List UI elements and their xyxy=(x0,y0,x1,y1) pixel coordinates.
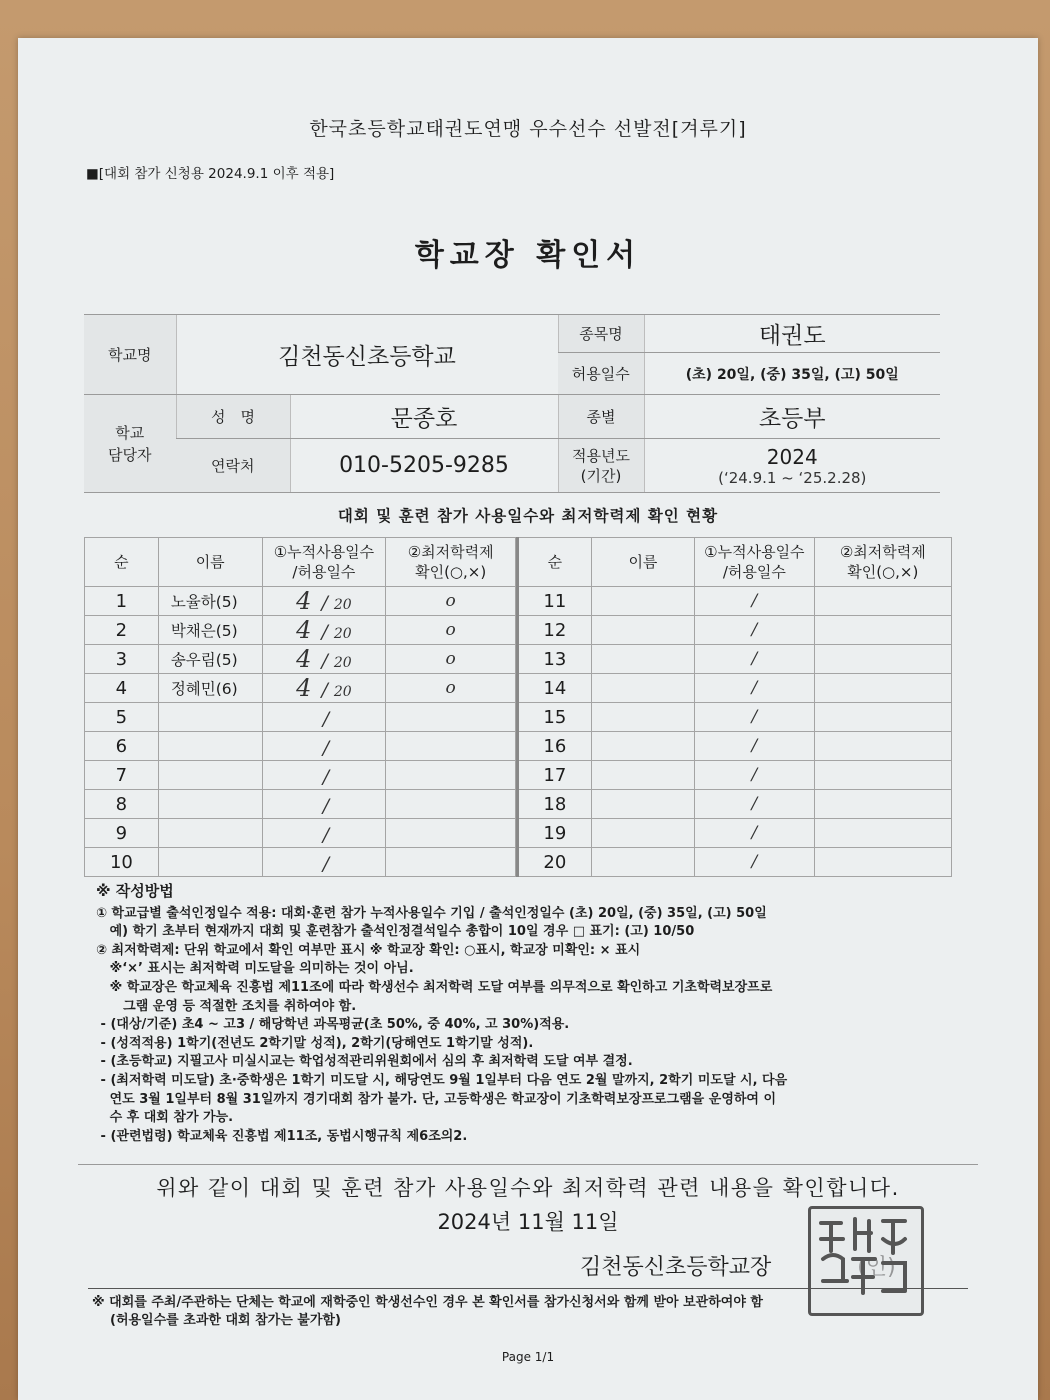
school-seal-stamp xyxy=(808,1206,924,1316)
method-line: - (대상/기준) 초4 ~ 고3 / 해당학년 과목평균(초 50%, 중 40%, 고 30%)적용. xyxy=(96,1017,570,1033)
row-number: 17 xyxy=(518,761,592,790)
order-header: 순 xyxy=(85,538,159,587)
contact-label: 연락처 xyxy=(176,439,290,493)
academic-check xyxy=(814,819,951,848)
footnote xyxy=(92,1294,763,1330)
usage-section-title: 대회 및 훈련 참가 사용일수와 최저학력제 확인 현황 xyxy=(337,507,719,525)
method-line: 그램 운영 등 적절한 조치를 취하여야 함. xyxy=(96,998,357,1014)
confirmation-date: 2024년 11월 11일 xyxy=(437,1210,619,1234)
table-row xyxy=(518,616,952,645)
student-name xyxy=(591,645,694,674)
row-number: 18 xyxy=(518,790,592,819)
days-cell: / xyxy=(695,790,814,819)
days-cell xyxy=(262,587,386,616)
days-cell: / xyxy=(695,761,814,790)
table-row xyxy=(518,674,952,703)
method-line: - (관련법령) 학교체육 진흥법 제11조, 동법시행규칙 제6조의2. xyxy=(96,1128,468,1144)
method-heading: ※ 작성방법 xyxy=(96,882,174,900)
table-row xyxy=(85,587,516,616)
slash: / xyxy=(322,708,330,730)
allowed-days-label: 허용일수 xyxy=(558,353,644,395)
academic-check xyxy=(386,848,516,877)
writing-method xyxy=(96,882,916,1146)
table-row xyxy=(518,587,952,616)
table-row xyxy=(518,645,952,674)
row-number: 16 xyxy=(518,732,592,761)
days-cell: / xyxy=(695,674,814,703)
divider xyxy=(78,1164,978,1165)
name-header: 이름 xyxy=(158,538,262,587)
student-name xyxy=(591,616,694,645)
method-line: 예) 학기 초부터 현재까지 대회 및 훈련참가 출석인정결석일수 총합이 10일 경우 □ 표기: (고) 10/50 xyxy=(96,924,695,940)
student-name xyxy=(591,674,694,703)
row-number: 7 xyxy=(85,761,159,790)
order-header: 순 xyxy=(518,538,592,587)
days-cell xyxy=(262,790,386,819)
days-cell xyxy=(262,645,386,674)
table-row xyxy=(518,761,952,790)
row-number: 13 xyxy=(518,645,592,674)
method-line: - (최저학력 미도달) 초·중학생은 1학기 미도달 시, 해당연도 9월 1일부터 다음 연도 2월 말까지, 2학기 미도달 시, 다음 xyxy=(96,1072,788,1088)
event-value: 태권도 xyxy=(644,315,940,353)
table-row xyxy=(85,616,516,645)
table-row xyxy=(518,790,952,819)
student-name xyxy=(158,703,262,732)
table-row xyxy=(85,732,516,761)
slash: / xyxy=(321,650,328,672)
student-name: 노율하(5) xyxy=(158,587,262,616)
table-row xyxy=(518,732,952,761)
table-row xyxy=(85,645,516,674)
year-cell xyxy=(644,439,940,493)
check-header: ②최저학력제 확인(○,×) xyxy=(814,538,951,587)
days-cell: / xyxy=(695,645,814,674)
academic-check xyxy=(814,703,951,732)
competition-title: 한국초등학교태권도연맹 우수선수 선발전[겨루기] xyxy=(309,118,747,140)
days-cell xyxy=(262,674,386,703)
days-cell xyxy=(262,761,386,790)
footnote-line: ※ 대회를 주최/주관하는 단체는 학교에 재학중인 학생선수인 경우 본 확인서를 참가신청서와 함께 받아 보관하여야 함 xyxy=(92,1295,763,1310)
days-cell xyxy=(262,616,386,645)
student-name: 박채은(5) xyxy=(158,616,262,645)
year-value: 2024 xyxy=(766,444,818,469)
row-number: 12 xyxy=(518,616,592,645)
student-name xyxy=(158,790,262,819)
school-name-value: 김천동신초등학교 xyxy=(176,315,558,395)
method-line: 연도 3월 1일부터 8월 31일까지 경기대회 참가 불가. 단, 고등학생은 학교장이 기초학력보장프로그램을 운영하여 이 xyxy=(96,1091,777,1107)
slash: / xyxy=(322,737,330,759)
academic-check xyxy=(386,819,516,848)
row-number: 3 xyxy=(85,645,159,674)
confirmation-statement: 위와 같이 대회 및 훈련 참가 사용일수와 최저학력 관련 내용을 확인합니다. xyxy=(156,1176,900,1200)
event-label: 종목명 xyxy=(558,315,644,353)
student-name xyxy=(158,819,262,848)
slash: / xyxy=(322,795,330,817)
days-cell xyxy=(262,732,386,761)
slash: / xyxy=(322,766,330,788)
row-number: 6 xyxy=(85,732,159,761)
academic-check: o xyxy=(386,674,516,703)
check-header: ②최저학력제 확인(○,×) xyxy=(386,538,516,587)
row-number: 15 xyxy=(518,703,592,732)
slash: / xyxy=(321,679,328,701)
page-number: Page 1/1 xyxy=(501,1350,555,1364)
method-line: - (초등학교) 지필고사 미실시교는 학업성적관리위원회에서 심의 후 최저학력 도달 여부 결정. xyxy=(96,1054,633,1070)
name-header: 이름 xyxy=(591,538,694,587)
academic-check xyxy=(814,761,951,790)
academic-check: o xyxy=(386,616,516,645)
row-number: 10 xyxy=(85,848,159,877)
student-name: 송우림(5) xyxy=(158,645,262,674)
student-name xyxy=(158,732,262,761)
row-number: 2 xyxy=(85,616,159,645)
table-row xyxy=(85,790,516,819)
academic-check xyxy=(814,587,951,616)
table-row xyxy=(85,819,516,848)
method-line: - (성적적용) 1학기(전년도 2학기말 성적), 2학기(당해연도 1학기말 성적). xyxy=(96,1035,534,1051)
days-cell: / xyxy=(695,732,814,761)
academic-check xyxy=(814,645,951,674)
student-name xyxy=(158,848,262,877)
table-row xyxy=(85,761,516,790)
student-table-right xyxy=(516,537,952,877)
row-number: 20 xyxy=(518,848,592,877)
method-line: ① 학교급별 출석인정일수 적용: 대회·훈련 참가 누적사용일수 기입 / 출석인정일수 (초) 20일, (중) 35일, (고) 50일 xyxy=(96,905,767,921)
used-days: 4 xyxy=(296,674,312,702)
method-line: ② 최저학력제: 단위 학교에서 확인 여부만 표시 ※ 학교장 확인: ○표시, 학교장 미확인: × 표시 xyxy=(96,942,641,958)
days-cell: / xyxy=(695,587,814,616)
table-row xyxy=(518,848,952,877)
slash: / xyxy=(322,824,330,846)
row-number: 1 xyxy=(85,587,159,616)
row-number: 14 xyxy=(518,674,592,703)
contact-value: 010-5205-9285 xyxy=(290,439,558,493)
method-line: 수 후 대회 참가 가능. xyxy=(96,1110,234,1126)
student-name xyxy=(591,819,694,848)
school-name-label: 학교명 xyxy=(84,315,176,395)
used-days: 4 xyxy=(296,616,312,644)
student-name: 정혜민(6) xyxy=(158,674,262,703)
used-days: 4 xyxy=(296,587,312,615)
row-number: 4 xyxy=(85,674,159,703)
allowed-days: 20 xyxy=(333,684,352,700)
allowed-days: 20 xyxy=(333,597,352,613)
student-name xyxy=(591,848,694,877)
table-row xyxy=(85,674,516,703)
academic-check xyxy=(814,616,951,645)
academic-check xyxy=(814,732,951,761)
table-row xyxy=(85,703,516,732)
student-name xyxy=(591,761,694,790)
academic-check xyxy=(386,703,516,732)
days-cell xyxy=(262,703,386,732)
signer-name: 김천동신초등학교장 xyxy=(580,1255,772,1280)
days-cell: / xyxy=(695,848,814,877)
allowed-days: 20 xyxy=(333,626,352,642)
slash: / xyxy=(321,592,328,614)
document-page xyxy=(18,38,1038,1400)
school-info-table xyxy=(84,314,940,493)
academic-check xyxy=(814,848,951,877)
division-label: 종별 xyxy=(558,395,644,439)
student-table-left xyxy=(84,537,516,877)
footnote-line: (허용일수를 초과한 대회 참가는 불가함) xyxy=(110,1313,341,1328)
table-row xyxy=(518,703,952,732)
student-name xyxy=(591,790,694,819)
row-number: 5 xyxy=(85,703,159,732)
manager-label: 학교 담당자 xyxy=(84,395,176,493)
row-number: 19 xyxy=(518,819,592,848)
row-number: 8 xyxy=(85,790,159,819)
academic-check xyxy=(386,761,516,790)
method-line: ※‘×’ 표시는 최저학력 미도달을 의미하는 것이 아님. xyxy=(96,961,414,977)
manager-name-value: 문종호 xyxy=(290,395,558,439)
student-name xyxy=(591,732,694,761)
academic-check xyxy=(386,732,516,761)
days-cell xyxy=(262,819,386,848)
table-row xyxy=(518,819,952,848)
table-row xyxy=(85,848,516,877)
days-cell: / xyxy=(695,616,814,645)
used-days: 4 xyxy=(296,645,312,673)
row-number: 9 xyxy=(85,819,159,848)
division-value: 초등부 xyxy=(644,395,940,439)
application-note: ■[대회 참가 신청용 2024.9.1 이후 적용] xyxy=(86,166,335,182)
days-cell: / xyxy=(695,819,814,848)
allowed-days: 20 xyxy=(333,655,352,671)
student-name xyxy=(591,587,694,616)
student-name xyxy=(158,761,262,790)
year-label: 적용년도 (기간) xyxy=(558,439,644,493)
days-cell xyxy=(262,848,386,877)
page-title: 학교장 확인서 xyxy=(414,238,642,273)
period-value: (‘24.9.1 ~ ‘25.2.28) xyxy=(718,468,867,487)
days-header: ①누적사용일수 /허용일수 xyxy=(262,538,386,587)
academic-check: o xyxy=(386,645,516,674)
academic-check xyxy=(814,674,951,703)
days-header: ①누적사용일수 /허용일수 xyxy=(695,538,814,587)
row-number: 11 xyxy=(518,587,592,616)
slash: / xyxy=(321,621,328,643)
academic-check xyxy=(386,790,516,819)
slash: / xyxy=(322,853,330,875)
name-label: 성 명 xyxy=(176,395,290,439)
academic-check xyxy=(814,790,951,819)
footnote-divider xyxy=(88,1288,968,1289)
method-line: ※ 학교장은 학교체육 진흥법 제11조에 따라 학생선수 최저학력 도달 여부를 의무적으로 확인하고 기초학력보장프로 xyxy=(96,979,773,995)
days-cell: / xyxy=(695,703,814,732)
allowed-days-value: (초) 20일, (중) 35일, (고) 50일 xyxy=(644,353,940,395)
academic-check: o xyxy=(386,587,516,616)
student-name xyxy=(591,703,694,732)
